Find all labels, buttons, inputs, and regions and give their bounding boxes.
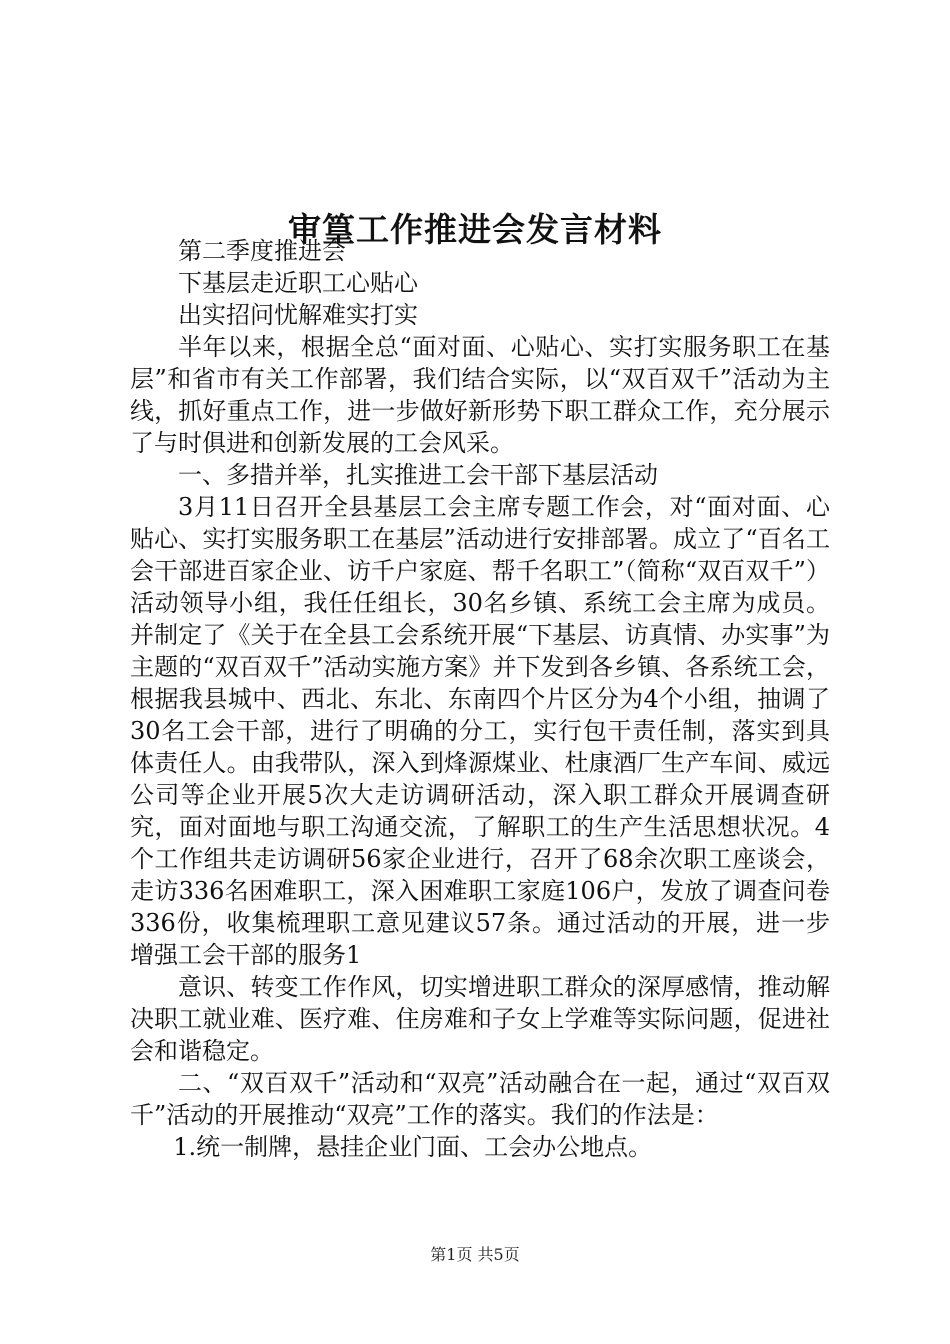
list-item: 1.统一制牌，悬挂企业门面、工会办公地点。: [173, 1133, 653, 1161]
document-body: [130, 235, 830, 1163]
subtitle-line: 出实招问忧解难实打实: [178, 301, 418, 329]
intro-paragraph: 半年以来，根据全总“面对面、心贴心、实打实服务职工在基层”和省市有关工作部署，我们结合实际，以“双百双千”活动为主线，抓好重点工作，进一步做好新形势下职工群众工作，充分展示了与时俱进和创新发展的工会风采。: [130, 333, 830, 457]
body-paragraph: 3月11日召开全县基层工会主席专题工作会，对“面对面、心贴心、实打实服务职工在基层”活动进行安排部署。成立了“百名工会干部进百家企业、访千户家庭、帮千名职工”（简称“双百双千”）活动领导小组，我任任组长，30名乡镇、系统工会主席为成员。并制定了《关于在全县工会系统开展“下基层、访真情、办实事”为主题的“双百双千”活动实施方案》并下发到各乡镇、各系统工会，根据我县城中、西北、东北、东南四个片区分为4个小组，抽调了30名工会干部，进行了明确的分工，实行包干责任制，落实到具体责任人。由我带队，深入到烽源煤业、杜康酒厂生产车间、威远公司等企业开展5次大走访调研活动，深入职工群众开展调查研究，面对面地与职工沟通交流，了解职工的生产生活思想状况。4个工作组共走访调研56家企业进行，召开了68余次职工座谈会，走访336名困难职工，深入困难职工家庭106户，发放了调查问卷336份，收集梳理职工意见建议57条。通过活动的开展，进一步增强工会干部的服务1: [130, 493, 830, 969]
body-paragraph: 意识、转变工作作风，切实增进职工群众的深厚感情，推动解决职工就业难、医疗难、住房难和子女上学难等实际问题，促进社会和谐稳定。: [130, 973, 830, 1065]
subtitle-line: 下基层走近职工心贴心: [178, 269, 418, 297]
page-number: 第1页 共5页: [430, 1245, 520, 1264]
page-title: 审篁工作推进会发言材料: [288, 210, 662, 250]
section-heading: 二、“双百双千”活动和“双亮”活动融合在一起，通过“双百双千”活动的开展推动“双亮”工作的落实。我们的作法是：: [130, 1069, 830, 1129]
section-heading: 一、多措并举，扎实推进工会干部下基层活动: [178, 461, 658, 489]
subtitle-line: 第二季度推进会: [178, 237, 346, 265]
